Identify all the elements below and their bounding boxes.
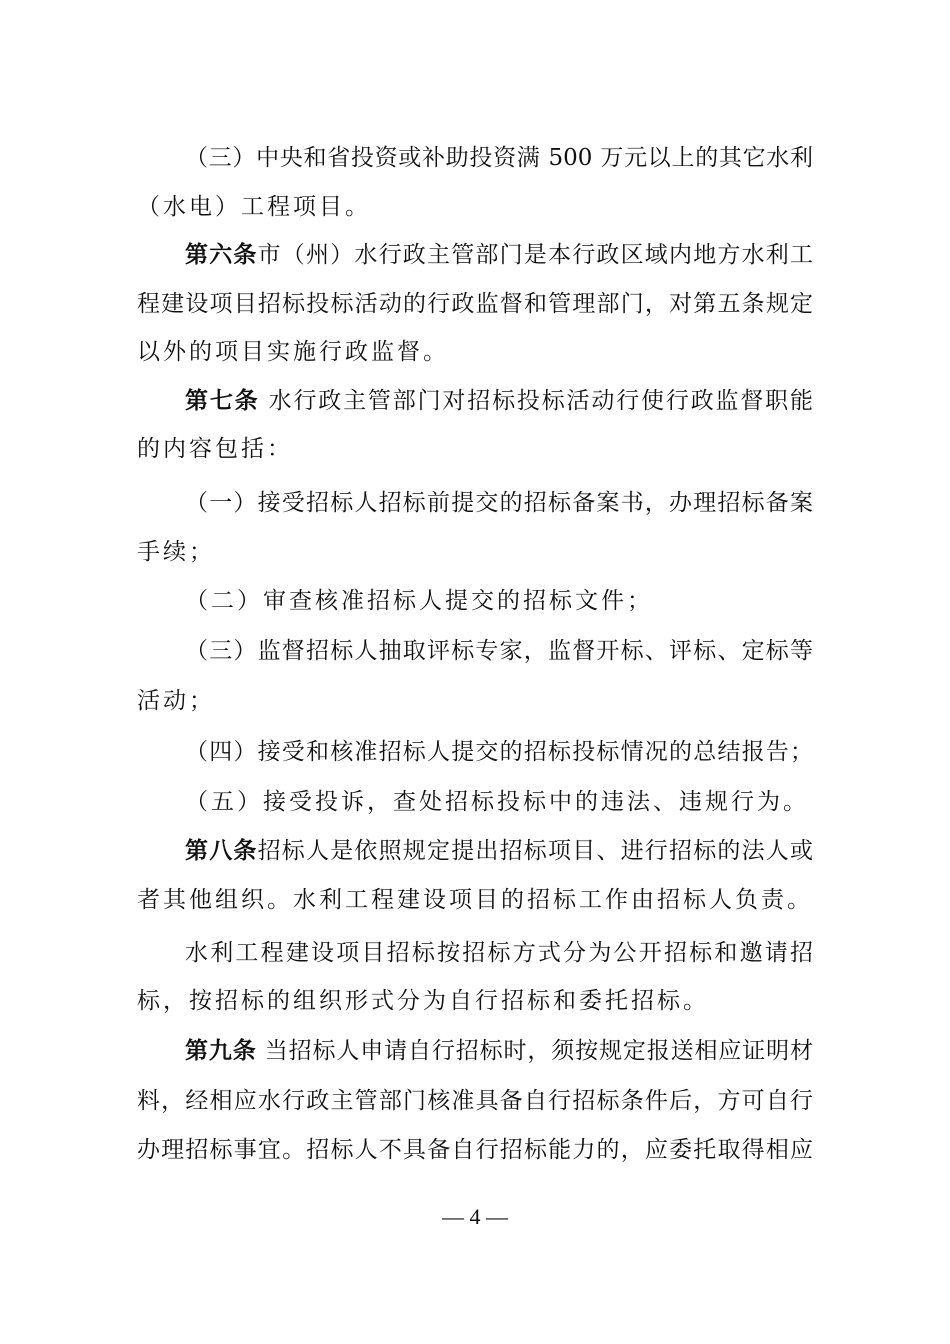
paragraph-line: 办理招标事宜。招标人不具备自行招标能力的，应委托取得相应 [137, 1137, 813, 1163]
paragraph-line: （水电）工程项目。 [137, 194, 371, 220]
paragraph-line: 料，经相应水行政主管部门核准具备自行招标条件后，方可自行 [137, 1088, 813, 1114]
list-item-line: （三）监督招标人抽取评标专家，监督开标、评标、定标等 [185, 638, 813, 664]
list-item-line: （一）接受招标人招标前提交的招标备案书，办理招标备案 [185, 490, 813, 516]
paragraph-line: 者其他组织。水利工程建设项目的招标工作由招标人负责。 [137, 887, 813, 913]
article-6-heading-line: 第六条市（州）水行政主管部门是本行政区域内地方水利工 [185, 242, 814, 268]
list-item-line: （二）审查核准招标人提交的招标文件； [185, 588, 653, 614]
paragraph-line: 以外的项目实施行政监督。 [137, 339, 449, 365]
list-item-line: （四）接受和核准招标人提交的招标投标情况的总结报告； [185, 739, 813, 765]
article-number: 第七条 [185, 388, 260, 414]
article-number: 第九条 [185, 1038, 257, 1064]
list-item-line: （五）接受投诉，查处招标投标中的违法、违规行为。 [185, 789, 809, 815]
paragraph-line: （三）中央和省投资或补助投资满 500 万元以上的其它水利 [185, 145, 813, 171]
paragraph-line: 水利工程建设项目招标按招标方式分为公开招标和邀请招 [185, 940, 813, 966]
paragraph-line: 活动； [137, 688, 215, 714]
article-7-heading-line: 第七条 水行政主管部门对招标投标活动行使行政监督职能 [185, 388, 814, 414]
article-number: 第八条 [185, 838, 258, 864]
paragraph-line: 的内容包括： [137, 436, 293, 462]
paragraph-line: 程建设项目招标投标活动的行政监督和管理部门，对第五条规定 [137, 291, 813, 317]
page-number: — 4 — [442, 1204, 508, 1229]
article-9-heading-line: 第九条 当招标人申请自行招标时，须按规定报送相应证明材 [185, 1038, 814, 1064]
article-8-heading-line: 第八条招标人是依照规定提出招标项目、进行招标的法人或 [185, 838, 814, 864]
paragraph-line: 标，按招标的组织形式分为自行招标和委托招标。 [137, 988, 709, 1014]
paragraph-line: 手续； [137, 539, 215, 565]
article-number: 第六条 [185, 242, 258, 268]
